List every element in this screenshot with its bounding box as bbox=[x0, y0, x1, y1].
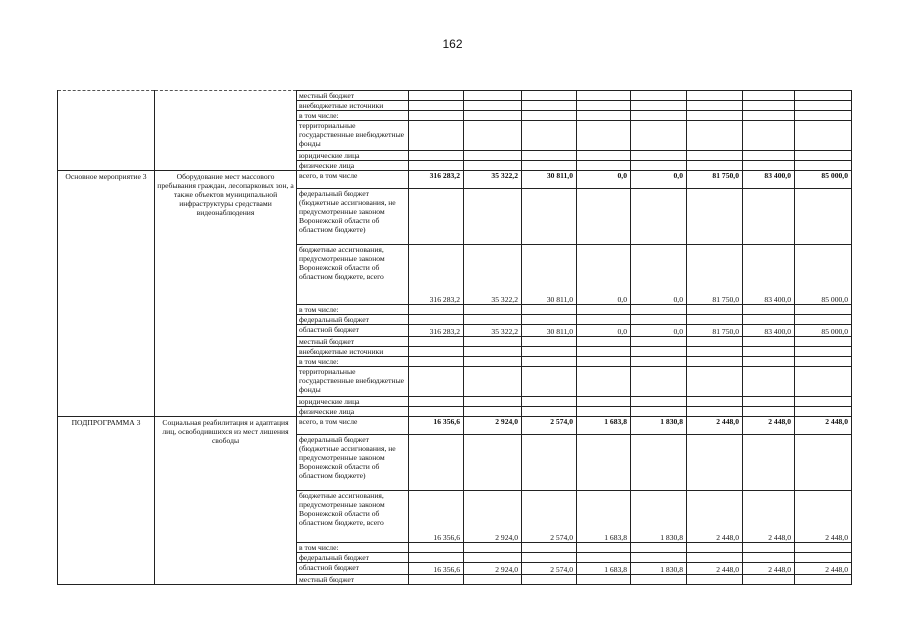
value-cell bbox=[522, 121, 577, 151]
value-cell bbox=[631, 101, 687, 111]
value-cell bbox=[522, 553, 577, 563]
value-cell: 1 830,8 bbox=[631, 417, 687, 435]
value-cell bbox=[795, 553, 852, 563]
value-cell bbox=[795, 161, 852, 171]
value-cell: 83 400,0 bbox=[743, 171, 795, 189]
value-cell bbox=[795, 397, 852, 407]
value-cell: 2 448,0 bbox=[743, 563, 795, 575]
source-label: в том числе: bbox=[297, 357, 409, 367]
source-label: областной бюджет bbox=[297, 563, 409, 575]
value-cell bbox=[409, 397, 464, 407]
value-cell bbox=[795, 357, 852, 367]
value-cell bbox=[409, 305, 464, 315]
value-cell bbox=[631, 305, 687, 315]
value-cell bbox=[743, 305, 795, 315]
value-cell: 1 683,8 bbox=[577, 417, 631, 435]
value-cell bbox=[577, 101, 631, 111]
value-cell bbox=[687, 337, 743, 347]
value-cell bbox=[409, 575, 464, 585]
value-cell bbox=[743, 575, 795, 585]
value-cell bbox=[522, 189, 577, 245]
value-cell bbox=[687, 407, 743, 417]
page-number: 162 bbox=[442, 37, 463, 51]
value-cell bbox=[687, 111, 743, 121]
value-cell bbox=[795, 367, 852, 397]
value-cell bbox=[409, 151, 464, 161]
value-cell bbox=[464, 101, 522, 111]
value-cell bbox=[743, 367, 795, 397]
value-cell bbox=[631, 435, 687, 491]
value-cell bbox=[577, 543, 631, 553]
value-cell bbox=[687, 575, 743, 585]
value-cell: 81 750,0 bbox=[687, 325, 743, 337]
value-cell: 0,0 bbox=[631, 171, 687, 189]
value-cell: 85 000,0 bbox=[795, 171, 852, 189]
value-cell: 1 830,8 bbox=[631, 491, 687, 543]
value-cell bbox=[743, 101, 795, 111]
source-label: местный бюджет bbox=[297, 337, 409, 347]
value-cell bbox=[522, 347, 577, 357]
source-label: бюджетные ассигнования, предусмотренные законом Воронежской области об областном бюджете, всего bbox=[297, 491, 409, 543]
value-cell bbox=[577, 189, 631, 245]
value-cell bbox=[795, 305, 852, 315]
source-label: всего, в том числе bbox=[297, 171, 409, 189]
value-cell bbox=[464, 397, 522, 407]
value-cell: 2 574,0 bbox=[522, 491, 577, 543]
value-cell: 81 750,0 bbox=[687, 245, 743, 305]
source-label: внебюджетные источники bbox=[297, 347, 409, 357]
source-label: физические лица bbox=[297, 161, 409, 171]
value-cell bbox=[631, 347, 687, 357]
value-cell: 2 448,0 bbox=[687, 491, 743, 543]
value-cell: 30 811,0 bbox=[522, 245, 577, 305]
value-cell bbox=[464, 575, 522, 585]
value-cell bbox=[409, 111, 464, 121]
status-cell: ПОДПРОГРАММА 3 bbox=[58, 417, 155, 585]
source-label: федеральный бюджет (бюджетные ассигнования, не предусмотренные законом Воронежской области об областном бюджете) bbox=[297, 435, 409, 491]
value-cell bbox=[687, 161, 743, 171]
status-cell bbox=[58, 91, 155, 171]
value-cell bbox=[687, 151, 743, 161]
value-cell: 316 283,2 bbox=[409, 245, 464, 305]
value-cell bbox=[743, 111, 795, 121]
source-label: местный бюджет bbox=[297, 91, 409, 101]
value-cell: 2 924,0 bbox=[464, 563, 522, 575]
value-cell bbox=[743, 161, 795, 171]
value-cell: 2 448,0 bbox=[795, 563, 852, 575]
value-cell bbox=[464, 553, 522, 563]
value-cell: 1 683,8 bbox=[577, 491, 631, 543]
value-cell bbox=[743, 397, 795, 407]
value-cell bbox=[577, 357, 631, 367]
source-label: федеральный бюджет (бюджетные ассигнования, не предусмотренные законом Воронежской области об областном бюджете) bbox=[297, 189, 409, 245]
value-cell bbox=[522, 91, 577, 101]
value-cell bbox=[464, 91, 522, 101]
value-cell bbox=[522, 575, 577, 585]
value-cell bbox=[631, 151, 687, 161]
value-cell bbox=[522, 435, 577, 491]
value-cell: 30 811,0 bbox=[522, 171, 577, 189]
value-cell bbox=[577, 553, 631, 563]
value-cell bbox=[522, 407, 577, 417]
value-cell: 2 448,0 bbox=[743, 417, 795, 435]
budget-table bbox=[57, 90, 852, 585]
source-label: юридические лица bbox=[297, 151, 409, 161]
value-cell: 2 924,0 bbox=[464, 491, 522, 543]
value-cell bbox=[743, 553, 795, 563]
value-cell bbox=[631, 315, 687, 325]
source-label: федеральный бюджет bbox=[297, 553, 409, 563]
value-cell bbox=[522, 305, 577, 315]
value-cell bbox=[687, 315, 743, 325]
value-cell bbox=[577, 435, 631, 491]
value-cell bbox=[743, 337, 795, 347]
value-cell: 35 322,2 bbox=[464, 325, 522, 337]
value-cell bbox=[577, 315, 631, 325]
value-cell bbox=[687, 305, 743, 315]
value-cell bbox=[464, 337, 522, 347]
value-cell bbox=[464, 161, 522, 171]
value-cell bbox=[631, 357, 687, 367]
table-row bbox=[58, 417, 852, 435]
source-label: физические лица bbox=[297, 407, 409, 417]
value-cell bbox=[795, 337, 852, 347]
value-cell bbox=[577, 367, 631, 397]
value-cell bbox=[522, 315, 577, 325]
value-cell: 0,0 bbox=[577, 325, 631, 337]
value-cell bbox=[464, 347, 522, 357]
value-cell bbox=[743, 543, 795, 553]
value-cell bbox=[522, 111, 577, 121]
value-cell: 0,0 bbox=[577, 245, 631, 305]
value-cell bbox=[577, 397, 631, 407]
value-cell bbox=[577, 575, 631, 585]
value-cell bbox=[577, 151, 631, 161]
value-cell bbox=[409, 337, 464, 347]
value-cell bbox=[464, 305, 522, 315]
value-cell bbox=[577, 111, 631, 121]
source-label: в том числе: bbox=[297, 543, 409, 553]
value-cell bbox=[577, 121, 631, 151]
value-cell bbox=[409, 91, 464, 101]
value-cell bbox=[464, 151, 522, 161]
value-cell bbox=[631, 337, 687, 347]
value-cell bbox=[409, 435, 464, 491]
value-cell: 16 356,6 bbox=[409, 417, 464, 435]
value-cell bbox=[631, 121, 687, 151]
value-cell bbox=[687, 91, 743, 101]
value-cell bbox=[687, 553, 743, 563]
value-cell bbox=[795, 111, 852, 121]
value-cell: 35 322,2 bbox=[464, 245, 522, 305]
value-cell bbox=[795, 315, 852, 325]
value-cell: 16 356,6 bbox=[409, 563, 464, 575]
value-cell bbox=[631, 407, 687, 417]
source-label: в том числе: bbox=[297, 111, 409, 121]
value-cell bbox=[687, 397, 743, 407]
value-cell: 2 924,0 bbox=[464, 417, 522, 435]
value-cell bbox=[743, 121, 795, 151]
value-cell bbox=[522, 337, 577, 347]
value-cell bbox=[743, 315, 795, 325]
value-cell bbox=[577, 305, 631, 315]
value-cell bbox=[795, 543, 852, 553]
value-cell bbox=[743, 435, 795, 491]
value-cell bbox=[464, 367, 522, 397]
value-cell bbox=[631, 91, 687, 101]
value-cell: 2 448,0 bbox=[687, 417, 743, 435]
value-cell bbox=[409, 407, 464, 417]
source-label: местный бюджет bbox=[297, 575, 409, 585]
value-cell bbox=[464, 435, 522, 491]
value-cell: 2 574,0 bbox=[522, 563, 577, 575]
value-cell: 85 000,0 bbox=[795, 245, 852, 305]
value-cell bbox=[409, 543, 464, 553]
value-cell: 1 830,8 bbox=[631, 563, 687, 575]
value-cell bbox=[631, 111, 687, 121]
value-cell bbox=[795, 151, 852, 161]
value-cell bbox=[687, 357, 743, 367]
value-cell bbox=[464, 315, 522, 325]
value-cell bbox=[409, 189, 464, 245]
value-cell: 2 448,0 bbox=[687, 563, 743, 575]
value-cell bbox=[522, 367, 577, 397]
value-cell bbox=[577, 347, 631, 357]
value-cell bbox=[631, 553, 687, 563]
value-cell bbox=[743, 357, 795, 367]
value-cell bbox=[409, 315, 464, 325]
value-cell bbox=[743, 407, 795, 417]
value-cell bbox=[687, 543, 743, 553]
value-cell bbox=[409, 553, 464, 563]
value-cell: 81 750,0 bbox=[687, 171, 743, 189]
value-cell bbox=[743, 91, 795, 101]
table-row bbox=[58, 91, 852, 101]
value-cell: 35 322,2 bbox=[464, 171, 522, 189]
value-cell bbox=[464, 543, 522, 553]
table-row bbox=[58, 171, 852, 189]
value-cell bbox=[795, 121, 852, 151]
source-label: областной бюджет bbox=[297, 325, 409, 337]
source-label: всего, в том числе bbox=[297, 417, 409, 435]
value-cell bbox=[795, 189, 852, 245]
value-cell bbox=[687, 435, 743, 491]
value-cell: 2 448,0 bbox=[795, 417, 852, 435]
value-cell: 83 400,0 bbox=[743, 325, 795, 337]
status-cell: Основное мероприятие 3 bbox=[58, 171, 155, 417]
value-cell: 316 283,2 bbox=[409, 325, 464, 337]
value-cell bbox=[464, 121, 522, 151]
value-cell bbox=[631, 189, 687, 245]
value-cell: 2 448,0 bbox=[795, 491, 852, 543]
value-cell bbox=[795, 347, 852, 357]
value-cell: 0,0 bbox=[631, 245, 687, 305]
name-cell: Оборудование мест массового пребывания граждан, лесопарковых зон, а также объектов муниципальной инфраструктуры средствами видеонаблюдения bbox=[155, 171, 297, 417]
value-cell bbox=[743, 151, 795, 161]
value-cell bbox=[631, 161, 687, 171]
source-label: бюджетные ассигнования, предусмотренные законом Воронежской области об областном бюджете, всего bbox=[297, 245, 409, 305]
value-cell bbox=[631, 543, 687, 553]
source-label: юридические лица bbox=[297, 397, 409, 407]
value-cell: 85 000,0 bbox=[795, 325, 852, 337]
value-cell bbox=[464, 111, 522, 121]
value-cell bbox=[743, 189, 795, 245]
value-cell bbox=[464, 407, 522, 417]
value-cell: 0,0 bbox=[577, 171, 631, 189]
value-cell bbox=[522, 101, 577, 111]
name-cell bbox=[155, 91, 297, 171]
value-cell: 316 283,2 bbox=[409, 171, 464, 189]
source-label: внебюджетные источники bbox=[297, 101, 409, 111]
value-cell: 2 574,0 bbox=[522, 417, 577, 435]
value-cell bbox=[577, 337, 631, 347]
source-label: в том числе: bbox=[297, 305, 409, 315]
table-body bbox=[58, 91, 852, 585]
value-cell bbox=[522, 543, 577, 553]
value-cell: 30 811,0 bbox=[522, 325, 577, 337]
value-cell bbox=[464, 357, 522, 367]
value-cell bbox=[522, 397, 577, 407]
value-cell bbox=[522, 151, 577, 161]
value-cell bbox=[795, 407, 852, 417]
value-cell bbox=[795, 435, 852, 491]
value-cell bbox=[577, 91, 631, 101]
source-label: федеральный бюджет bbox=[297, 315, 409, 325]
value-cell bbox=[795, 91, 852, 101]
source-label: территориальные государственные внебюджетные фонды bbox=[297, 121, 409, 151]
value-cell bbox=[577, 161, 631, 171]
value-cell: 16 356,6 bbox=[409, 491, 464, 543]
value-cell bbox=[687, 121, 743, 151]
value-cell bbox=[464, 189, 522, 245]
value-cell bbox=[687, 189, 743, 245]
value-cell bbox=[409, 367, 464, 397]
value-cell bbox=[743, 347, 795, 357]
value-cell bbox=[795, 101, 852, 111]
value-cell bbox=[577, 407, 631, 417]
value-cell bbox=[409, 121, 464, 151]
value-cell bbox=[631, 397, 687, 407]
value-cell bbox=[409, 347, 464, 357]
value-cell bbox=[687, 347, 743, 357]
value-cell bbox=[409, 161, 464, 171]
source-label: территориальные государственные внебюджетные фонды bbox=[297, 367, 409, 397]
value-cell: 0,0 bbox=[631, 325, 687, 337]
value-cell: 1 683,8 bbox=[577, 563, 631, 575]
name-cell: Социальная реабилитация и адаптация лиц, освободившихся из мест лишения свободы bbox=[155, 417, 297, 585]
value-cell bbox=[631, 575, 687, 585]
value-cell bbox=[795, 575, 852, 585]
value-cell: 83 400,0 bbox=[743, 245, 795, 305]
value-cell bbox=[522, 161, 577, 171]
value-cell bbox=[522, 357, 577, 367]
value-cell: 2 448,0 bbox=[743, 491, 795, 543]
value-cell bbox=[409, 357, 464, 367]
value-cell bbox=[409, 101, 464, 111]
value-cell bbox=[687, 367, 743, 397]
value-cell bbox=[631, 367, 687, 397]
value-cell bbox=[687, 101, 743, 111]
